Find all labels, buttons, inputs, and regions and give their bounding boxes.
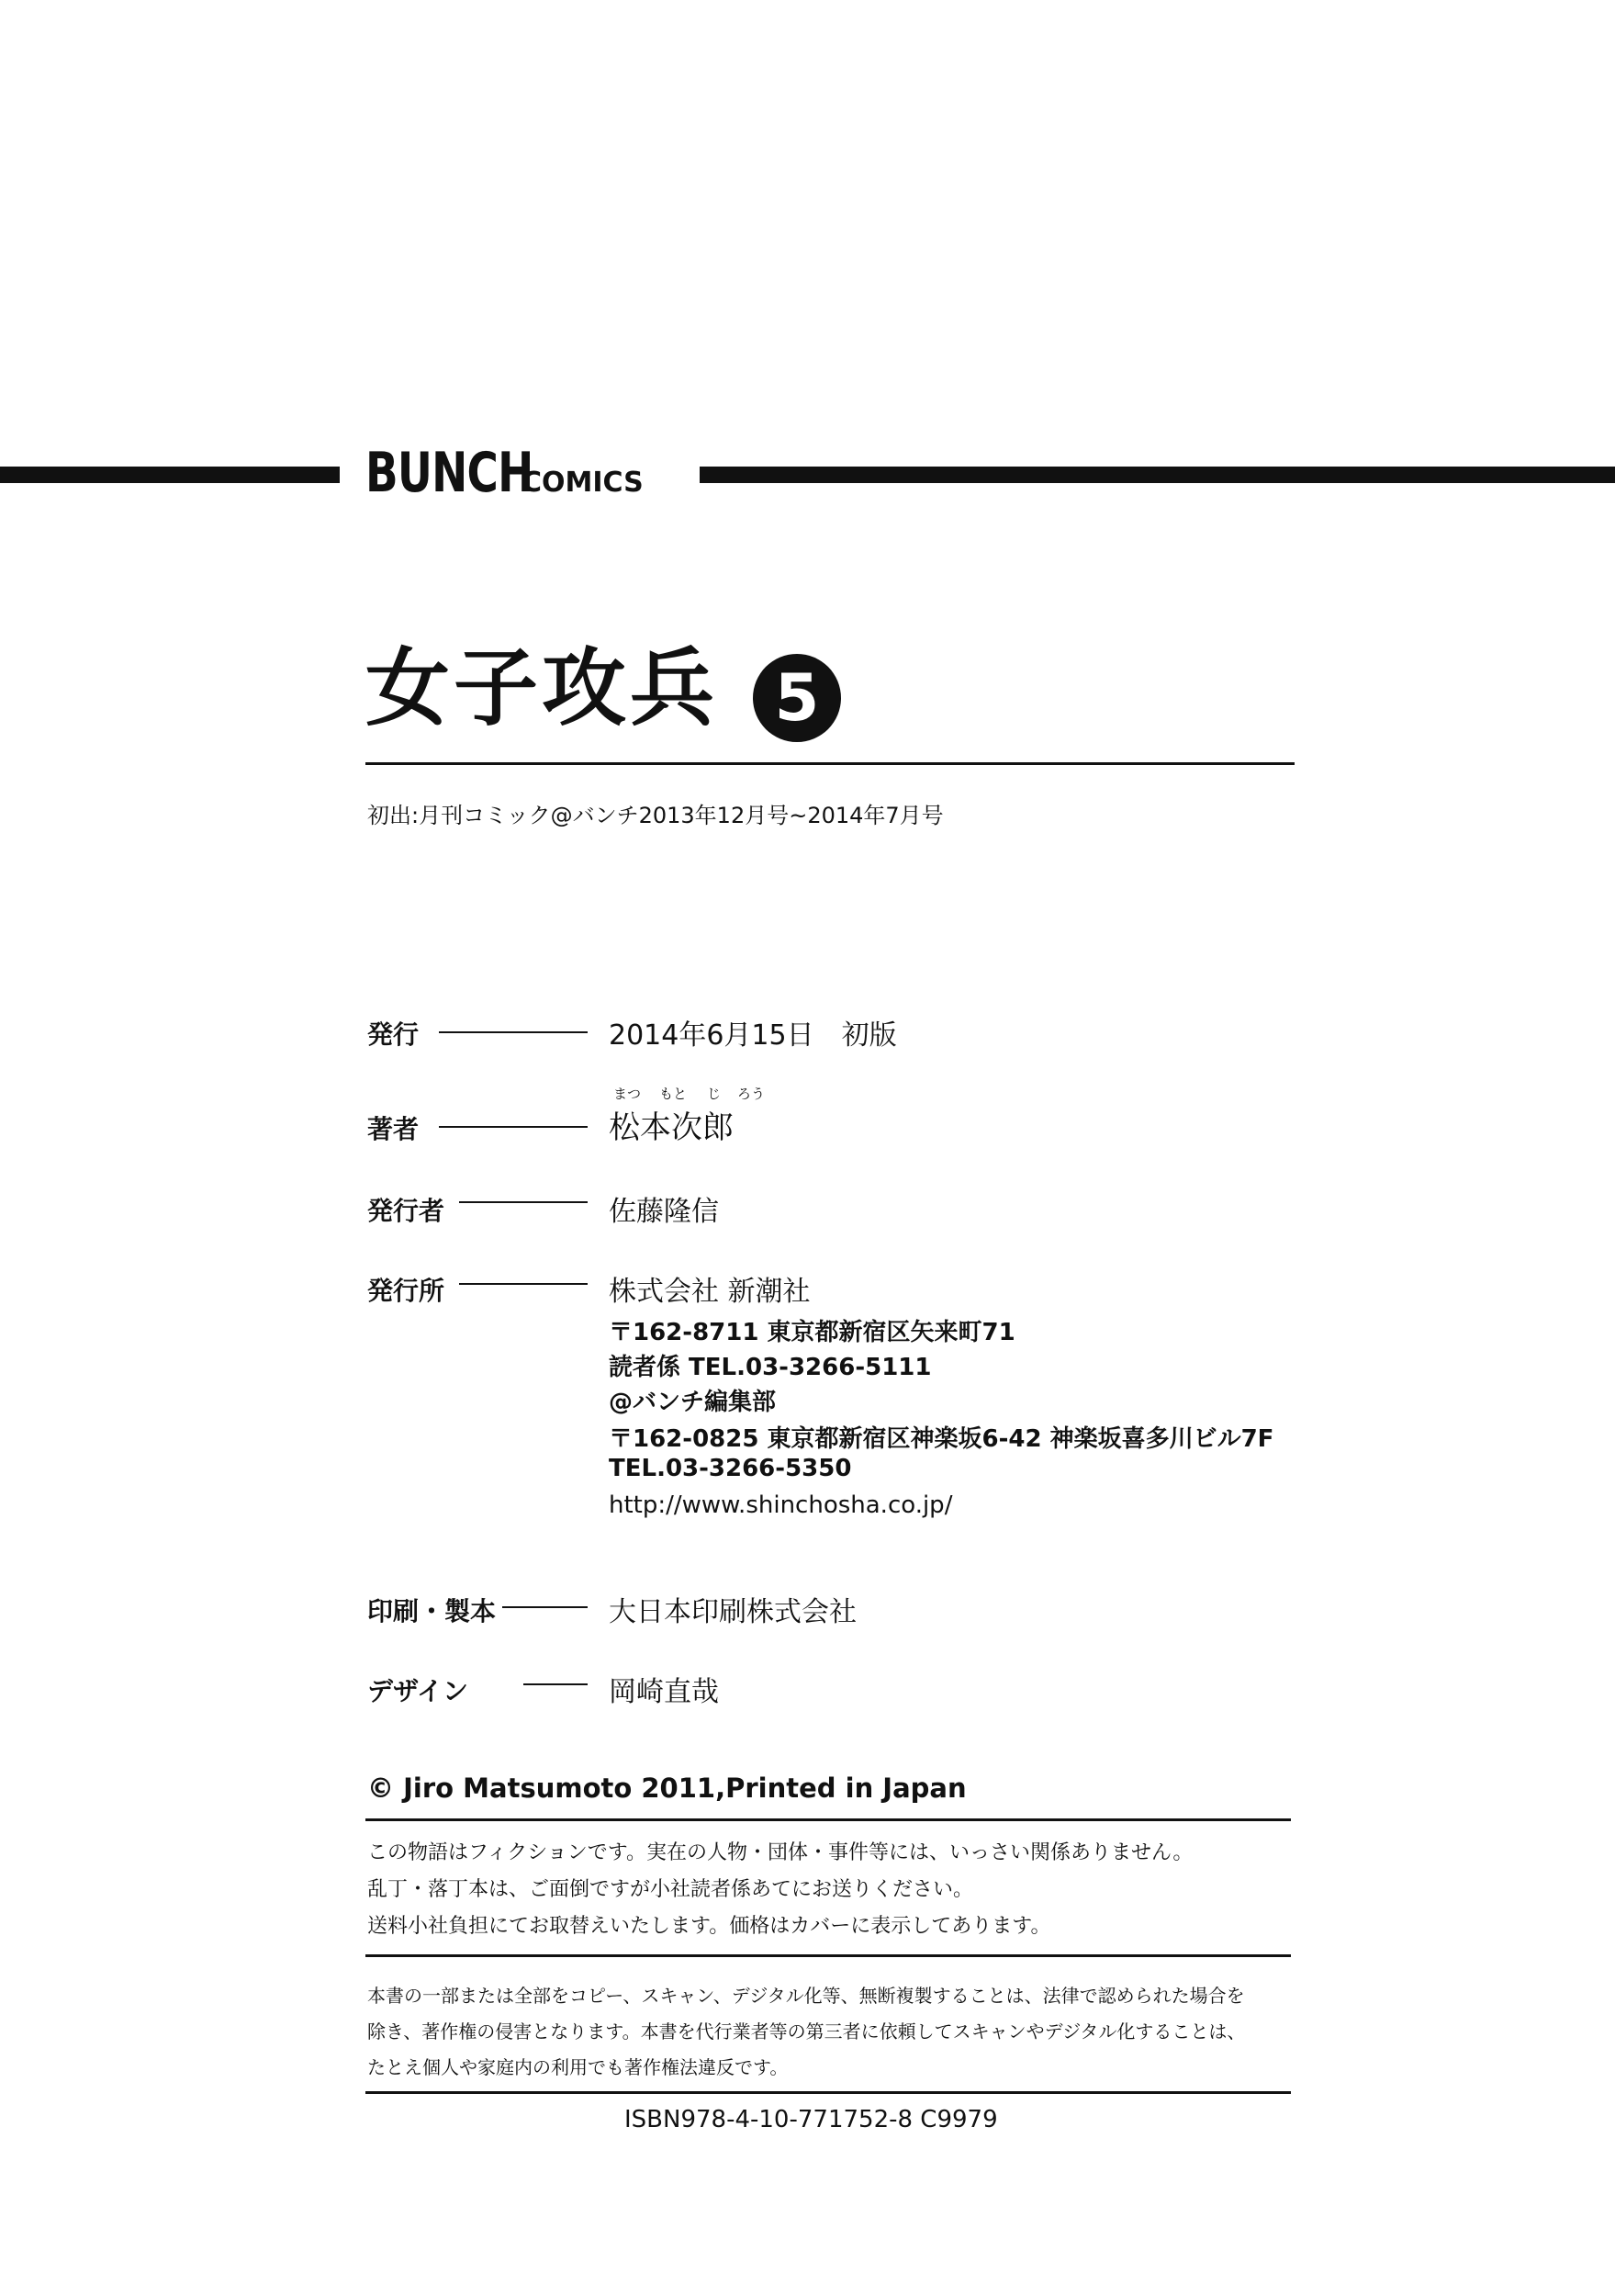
author-value: 松本次郎 xyxy=(609,1109,734,1146)
publisher-url[interactable]: http://www.shinchosha.co.jp/ xyxy=(609,1491,953,1519)
publisher-leader xyxy=(459,1283,588,1285)
notices-rule xyxy=(365,1954,1291,1957)
author-ruby-3: じ xyxy=(707,1086,722,1102)
copyright: © Jiro Matsumoto 2011,Printed in Japan xyxy=(367,1773,967,1804)
legal-2: 除き、著作権の侵害となります。本書を代行業者等の第三者に依頼してスキャンやデジタル化することは、 xyxy=(367,2020,1246,2043)
isbn: ISBN978-4-10-771752-8 C9979 xyxy=(624,2106,998,2133)
design-label: デザイン xyxy=(367,1676,469,1706)
publisher-address-3: @バンチ編集部 xyxy=(609,1389,777,1416)
author-ruby-4: ろう xyxy=(737,1086,766,1102)
printing-value: 大日本印刷株式会社 xyxy=(609,1596,857,1628)
legal-rule xyxy=(365,2091,1291,2094)
author-leader xyxy=(439,1126,588,1128)
issued-leader xyxy=(439,1031,588,1033)
design-value: 岡崎直哉 xyxy=(609,1676,719,1708)
issued-value: 2014年6月15日 初版 xyxy=(609,1019,897,1052)
publisher-label: 発行所 xyxy=(367,1276,445,1306)
volume-badge: 5 xyxy=(753,654,841,742)
legal-3: たとえ個人や家庭内の利用でも著作権法違反です。 xyxy=(367,2056,789,2078)
series-rule-left xyxy=(0,467,340,483)
design-leader xyxy=(523,1683,588,1685)
notice-2: 乱丁・落丁本は、ご面倒ですが小社読者係あてにお送りください。 xyxy=(367,1878,974,1901)
first-publication: 初出:月刊コミック@バンチ2013年12月号~2014年7月号 xyxy=(367,803,944,828)
copyright-rule xyxy=(365,1818,1291,1821)
title-rule xyxy=(365,762,1295,765)
author-label: 著者 xyxy=(367,1114,420,1144)
notice-1: この物語はフィクションです。実在の人物・団体・事件等には、いっさい関係ありません。 xyxy=(367,1841,1194,1864)
publisher-address-4: 〒162-0825 東京都新宿区神楽坂6-42 神楽坂喜多川ビル7F xyxy=(609,1425,1274,1453)
book-title: 女子攻兵 xyxy=(365,639,719,737)
issuer-value: 佐藤隆信 xyxy=(609,1196,719,1228)
legal-1: 本書の一部または全部をコピー、スキャン、デジタル化等、無断複製することは、法律で認められた場合を xyxy=(367,1985,1245,2007)
printing-leader xyxy=(502,1606,588,1608)
publisher-address-2: 読者係 TEL.03-3266-5111 xyxy=(609,1354,932,1381)
notice-3: 送料小社負担にてお取替えいたします。価格はカバーに表示してあります。 xyxy=(367,1915,1051,1938)
publisher-address-5: TEL.03-3266-5350 xyxy=(609,1455,852,1482)
series-logo-main: BUNCH xyxy=(365,441,533,505)
series-rule-right xyxy=(700,467,1615,483)
series-logo-sub: COMICS xyxy=(522,467,644,499)
issuer-leader xyxy=(459,1201,588,1203)
author-ruby-2: もと xyxy=(659,1086,688,1102)
publisher-address-1: 〒162-8711 東京都新宿区矢来町71 xyxy=(609,1319,1015,1346)
publisher-value: 株式会社 新潮社 xyxy=(609,1276,811,1308)
printing-label: 印刷・製本 xyxy=(367,1596,497,1626)
issued-label: 発行 xyxy=(367,1019,420,1050)
series-logo xyxy=(365,441,644,505)
author-ruby-1: まつ xyxy=(613,1086,642,1102)
issuer-label: 発行者 xyxy=(367,1196,445,1226)
